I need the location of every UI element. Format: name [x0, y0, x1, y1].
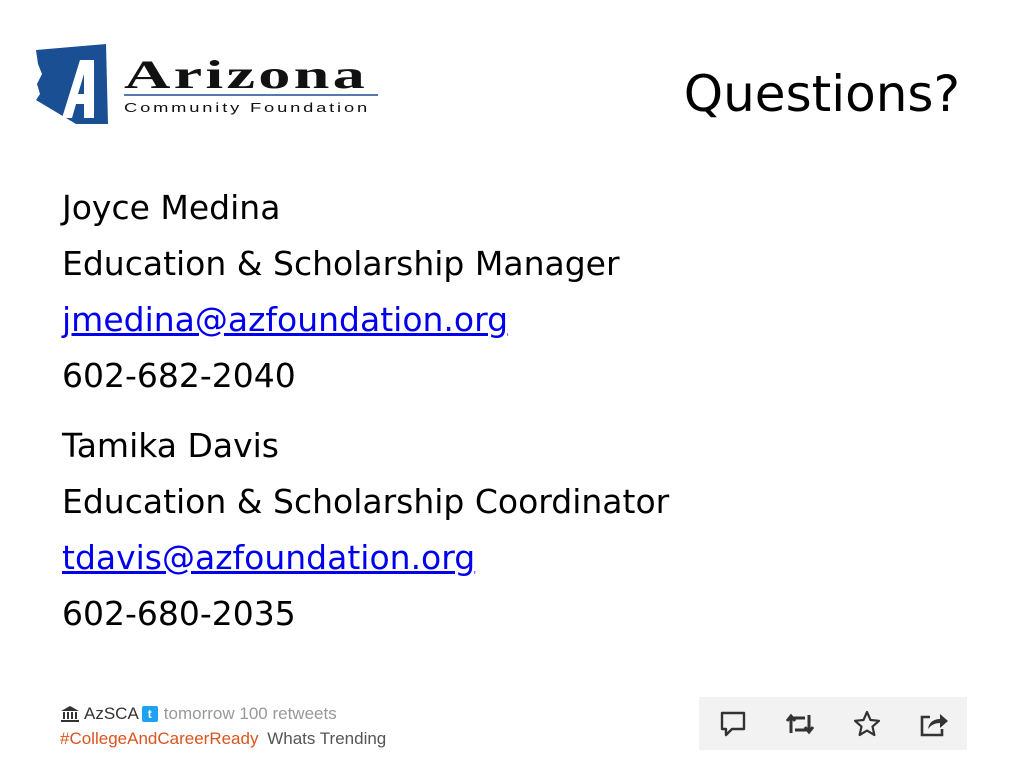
logo-subtitle: Community Foundation [124, 100, 370, 115]
institution-icon [60, 705, 80, 723]
contact-email-line [62, 292, 942, 348]
share-icon [918, 709, 950, 739]
contact-name: Joyce Medina [62, 188, 281, 227]
contact-email-link[interactable]: jmedina@azfoundation.org [62, 300, 509, 339]
tweet-hashtag[interactable]: #CollegeAndCareerReady [60, 729, 259, 748]
contact-card [62, 418, 942, 642]
retweet-icon [784, 709, 816, 739]
logo-wordmark: Arizona [124, 52, 368, 97]
contact-list [62, 180, 942, 656]
contact-role: Education & Scholarship Manager [62, 244, 620, 283]
tweet-trend-label: Whats Trending [267, 729, 387, 748]
arizona-logo-mark [34, 42, 384, 126]
tweet-account[interactable]: AzSCA [84, 704, 139, 723]
arizona-community-foundation-logo [34, 42, 384, 126]
tweet-body [60, 728, 480, 750]
favorite-icon [852, 709, 882, 739]
contact-card [62, 180, 942, 404]
contact-phone: 602-682-2040 [62, 356, 296, 395]
reply-button[interactable] [711, 702, 755, 746]
favorite-button[interactable] [845, 702, 889, 746]
tweet-header [60, 703, 480, 725]
contact-role: Education & Scholarship Coordinator [62, 482, 670, 521]
tweet-meta: tomorrow 100 retweets [163, 704, 337, 723]
contact-phone: 602-680-2035 [62, 594, 296, 633]
reply-icon [718, 709, 748, 739]
tweet-snippet [60, 703, 480, 750]
retweet-button[interactable] [778, 702, 822, 746]
slide-title: Questions? [683, 65, 960, 123]
share-button[interactable] [912, 702, 956, 746]
contact-email-line [62, 530, 942, 586]
twitter-bird-icon: t [142, 706, 158, 722]
tweet-action-bar [699, 697, 967, 750]
contact-name: Tamika Davis [62, 426, 279, 465]
contact-email-link[interactable]: tdavis@azfoundation.org [62, 538, 476, 577]
